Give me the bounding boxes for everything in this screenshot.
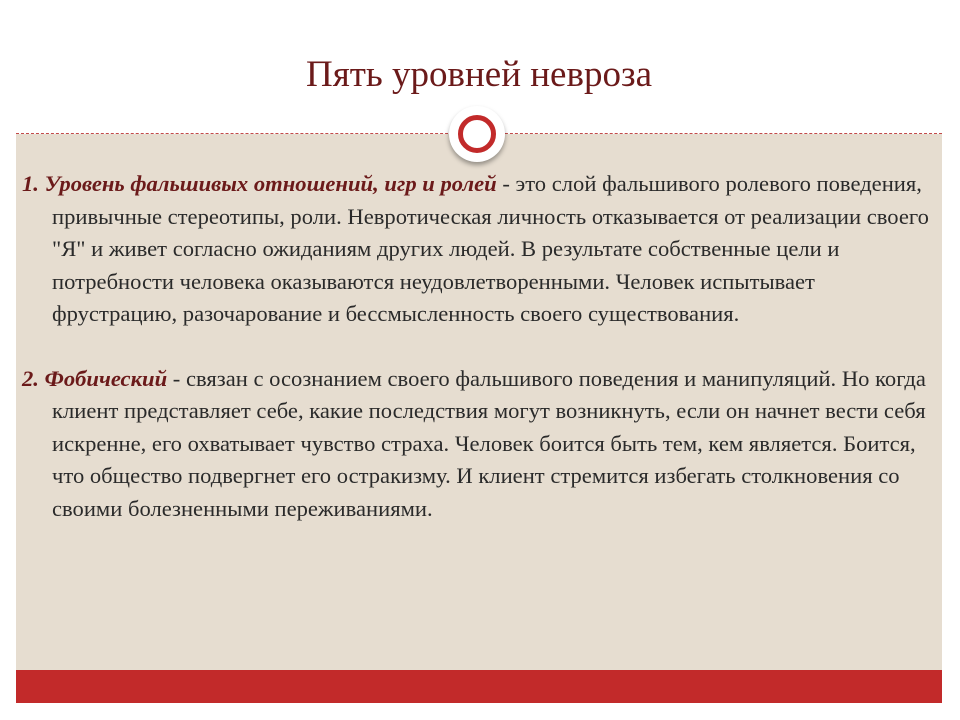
item-text: - связан с осознанием своего фальшивого поведения и манипуляций. Но когда клиент представляет себе, какие последствия могут возникнуть, если он начнет вести себя искренне, его охватывает чувство страха. Человек боится быть тем, кем является. Боится, что общество подвергнет его остракизму. И клиент стремится избегать столкновения со своими болезненными переживаниями. <box>52 365 926 521</box>
ring-icon <box>449 106 505 162</box>
content-body <box>22 168 938 525</box>
list-item-1 <box>22 168 938 331</box>
item-term: Фобический <box>44 365 168 391</box>
slide-title: Пять уровней невроза <box>305 54 652 95</box>
list-item-2 <box>22 363 938 526</box>
item-number: 1. <box>22 171 39 196</box>
item-number: 2. <box>22 365 39 391</box>
bottom-accent-bar <box>16 670 942 703</box>
item-term: Уровень фальшивых отношений, игр и ролей <box>44 171 497 196</box>
ring-icon-inner <box>458 115 496 153</box>
item-text: - это слой фальшивого ролевого поведения, привычные стереотипы, роли. Невротическая личность отказывается от реализации своего "Я" и живет согласно ожиданиям других людей. В результате собственные цели и потребности человека оказываются неудовлетворенными. Человек испытывает фрустрацию, разочарование и бессмысленность своего существования. <box>52 171 929 326</box>
